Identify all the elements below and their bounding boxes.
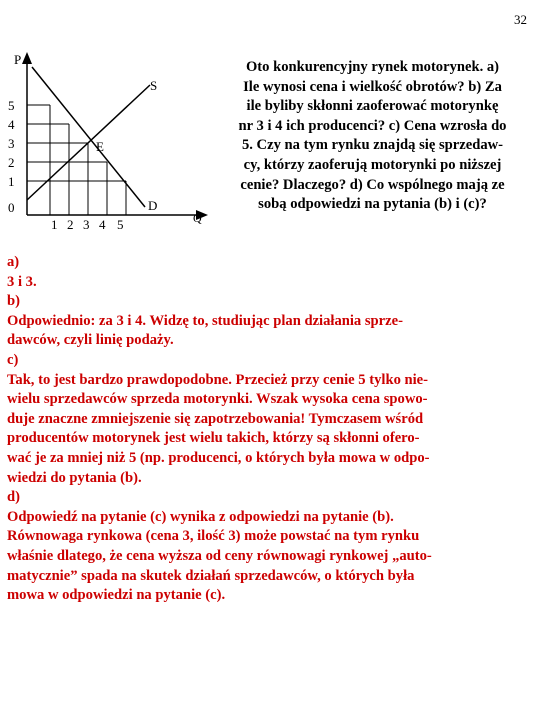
answer-line: właśnie dlatego, że cena wyższa od ceny równowagi rynkowej „auto- (7, 547, 432, 564)
x-axis-label: Q (193, 211, 202, 225)
question-line: nr 3 i 4 ich producenci? c) Cena wzrosła do (238, 117, 507, 134)
answer-line: dawców, czyli linię podaży. (7, 332, 174, 349)
answer-line: wielu sprzedawców sprzeda motorynki. Wszak wysoka cena spowo- (7, 391, 428, 408)
question-line: cy, którzy zaoferują motorynki po niższej (243, 156, 502, 173)
y-tick: 3 (8, 136, 15, 151)
answer-line: d) (7, 489, 20, 506)
y-tick: 5 (8, 98, 15, 113)
equilibrium-label: E (96, 139, 104, 154)
horizontal-gridlines (27, 105, 126, 181)
x-tick: 5 (117, 217, 124, 232)
y-tick: 1 (8, 174, 15, 189)
answer-line: b) (7, 293, 20, 310)
question-text (205, 58, 540, 215)
answer-line: Tak, to jest bardzo prawdopodobne. Przecież przy cenie 5 tylko nie- (7, 371, 429, 388)
answer-line: Odpowiedź na pytanie (c) wynika z odpowiedzi na pytanie (b). (7, 508, 394, 525)
x-tick: 4 (99, 217, 106, 232)
answer-line: mowa w odpowiedzi na pytanie (c). (7, 587, 226, 604)
answer-line: wiedzi do pytania (b). (7, 469, 142, 486)
x-tick: 2 (67, 217, 74, 232)
answer-line: 3 i 3. (7, 273, 37, 290)
y-axis-label: P (14, 52, 22, 67)
demand-label: D (148, 198, 158, 213)
answer-text (7, 253, 529, 606)
answer-line: producentów motorynek jest wielu takich, którzy są skłonni ofero- (7, 430, 420, 447)
supply-demand-graph (0, 44, 215, 244)
answer-line: Odpowiednio: za 3 i 4. Widzę to, studiując plan działania sprze- (7, 312, 403, 329)
x-tick: 3 (83, 217, 90, 232)
question-line: Ile wynosi cena i wielkość obrotów? b) Za (243, 78, 502, 95)
answer-line: Równowaga rynkowa (cena 3, ilość 3) może powstać na tym rynku (7, 528, 420, 545)
answer-line: a) (7, 254, 20, 270)
question-line: Oto konkurencyjny rynek motorynek. a) (245, 59, 500, 75)
y-tick: 0 (8, 200, 15, 215)
supply-label: S (150, 78, 158, 93)
x-tick: 1 (51, 217, 58, 232)
question-line: sobą odpowiedzi na pytania (b) i (c)? (258, 196, 487, 213)
question-line: 5. Czy na tym rynku znajdą się sprzedaw- (241, 137, 504, 154)
question-line: ile byliby skłonni zaoferować motorynkę (246, 98, 499, 115)
answer-line: duje znaczne zmniejszenie się zapotrzebowania! Tymczasem wśród (7, 410, 424, 427)
answer-line: wać je za mniej niż 5 (np. producenci, o których była mowa w odpo- (7, 449, 430, 466)
y-tick: 2 (8, 155, 15, 170)
answer-line: matycznie” spada na skutek działań sprzedawców, o których była (7, 567, 415, 584)
y-tick: 4 (8, 117, 15, 132)
question-line: cenie? Dlaczego? d) Co wspólnego mają ze (240, 176, 505, 193)
page-number: 32 (514, 12, 527, 27)
y-axis-arrow (22, 52, 32, 64)
answer-line: c) (7, 351, 19, 368)
vertical-gridlines (50, 105, 126, 215)
